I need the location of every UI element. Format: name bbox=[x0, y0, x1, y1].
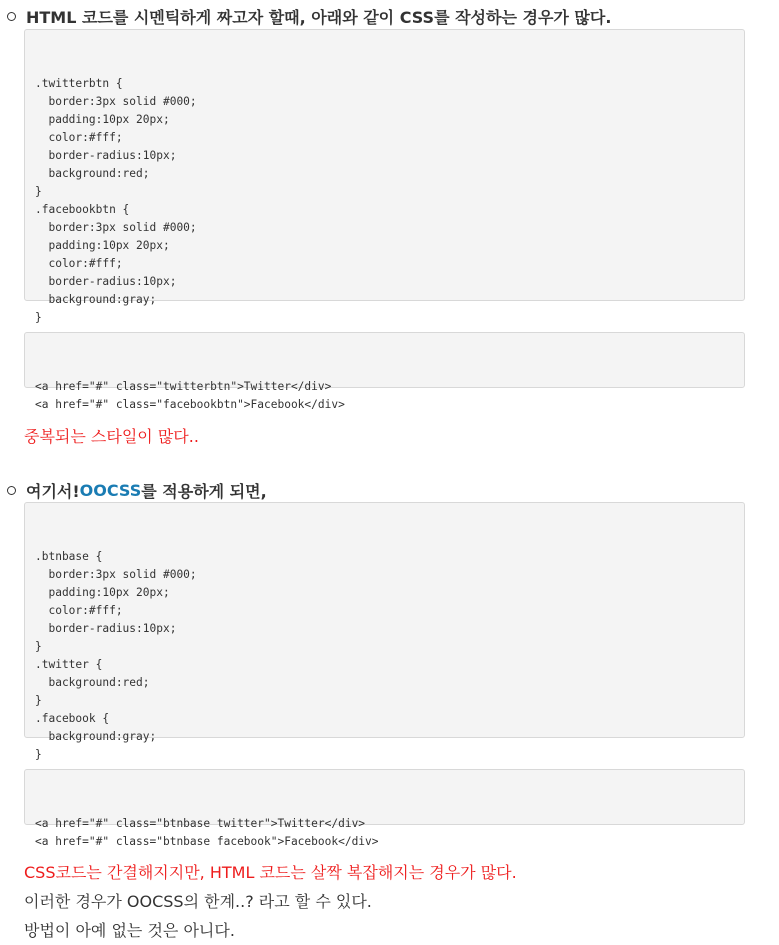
note-duplicate-styles: 중복되는 스타일이 많다.. bbox=[24, 427, 199, 446]
code-line: .facebookbtn { bbox=[35, 203, 130, 216]
code-block-css-semantic bbox=[24, 29, 745, 324]
code-line: } bbox=[35, 748, 42, 761]
code-line: border-radius:10px; bbox=[35, 622, 177, 635]
code-line: .twitter { bbox=[35, 658, 103, 671]
code-line: border:3px solid #000; bbox=[35, 95, 197, 108]
code-line: } bbox=[35, 185, 42, 198]
code-line: background:gray; bbox=[35, 730, 157, 743]
code-line: padding:10px 20px; bbox=[35, 239, 170, 252]
code-line: color:#fff; bbox=[35, 131, 123, 144]
code-line: } bbox=[35, 694, 42, 707]
code-line: .facebook { bbox=[35, 712, 110, 725]
heading-1 bbox=[6, 5, 611, 28]
code-lines bbox=[35, 815, 734, 851]
heading-2-suffix: 를 적용하게 되면, bbox=[141, 482, 267, 501]
code-lines bbox=[35, 75, 734, 327]
code-line: border:3px solid #000; bbox=[35, 568, 197, 581]
code-line: .btnbase { bbox=[35, 550, 103, 563]
code-block-css-oocss bbox=[24, 502, 745, 761]
code-line: background:gray; bbox=[35, 293, 157, 306]
heading-1-text: HTML 코드를 시멘틱하게 짜고자 할때, 아래와 같이 CSS를 작성하는 경우가 많다. bbox=[26, 8, 612, 27]
heading-2-prefix: 여기서! bbox=[26, 482, 80, 501]
note-not-without-solution: 방법이 아예 없는 것은 아니다. bbox=[24, 921, 235, 940]
code-block-html-oocss bbox=[24, 769, 745, 848]
code-line: color:#fff; bbox=[35, 604, 123, 617]
code-line: <a href="#" class="btnbase twitter">Twitter</div> bbox=[35, 817, 366, 830]
code-line: } bbox=[35, 311, 42, 324]
hollow-circle-bullet-icon bbox=[7, 486, 16, 495]
code-line: <a href="#" class="btnbase facebook">Facebook</div> bbox=[35, 835, 379, 848]
code-line: border-radius:10px; bbox=[35, 275, 177, 288]
code-line: background:red; bbox=[35, 676, 150, 689]
code-line: } bbox=[35, 640, 42, 653]
oocss-link[interactable]: OOCSS bbox=[79, 481, 142, 500]
code-line: padding:10px 20px; bbox=[35, 113, 170, 126]
heading-2 bbox=[6, 479, 267, 502]
note-css-simpler-html-complex: CSS코드는 간결해지지만, HTML 코드는 살짝 복잡해지는 경우가 많다. bbox=[24, 863, 517, 882]
code-line: background:red; bbox=[35, 167, 150, 180]
code-line: <a href="#" class="facebookbtn">Facebook</div> bbox=[35, 398, 345, 411]
code-lines bbox=[35, 378, 734, 414]
code-line: border:3px solid #000; bbox=[35, 221, 197, 234]
code-block-html-semantic bbox=[24, 332, 745, 411]
hollow-circle-bullet-icon bbox=[7, 12, 16, 21]
note-oocss-limit: 이러한 경우가 OOCSS의 한계..? 라고 할 수 있다. bbox=[24, 892, 372, 911]
code-line: border-radius:10px; bbox=[35, 149, 177, 162]
code-line: <a href="#" class="twitterbtn">Twitter</div> bbox=[35, 380, 332, 393]
code-line: color:#fff; bbox=[35, 257, 123, 270]
code-line: .twitterbtn { bbox=[35, 77, 123, 90]
code-lines bbox=[35, 548, 734, 764]
code-line: padding:10px 20px; bbox=[35, 586, 170, 599]
